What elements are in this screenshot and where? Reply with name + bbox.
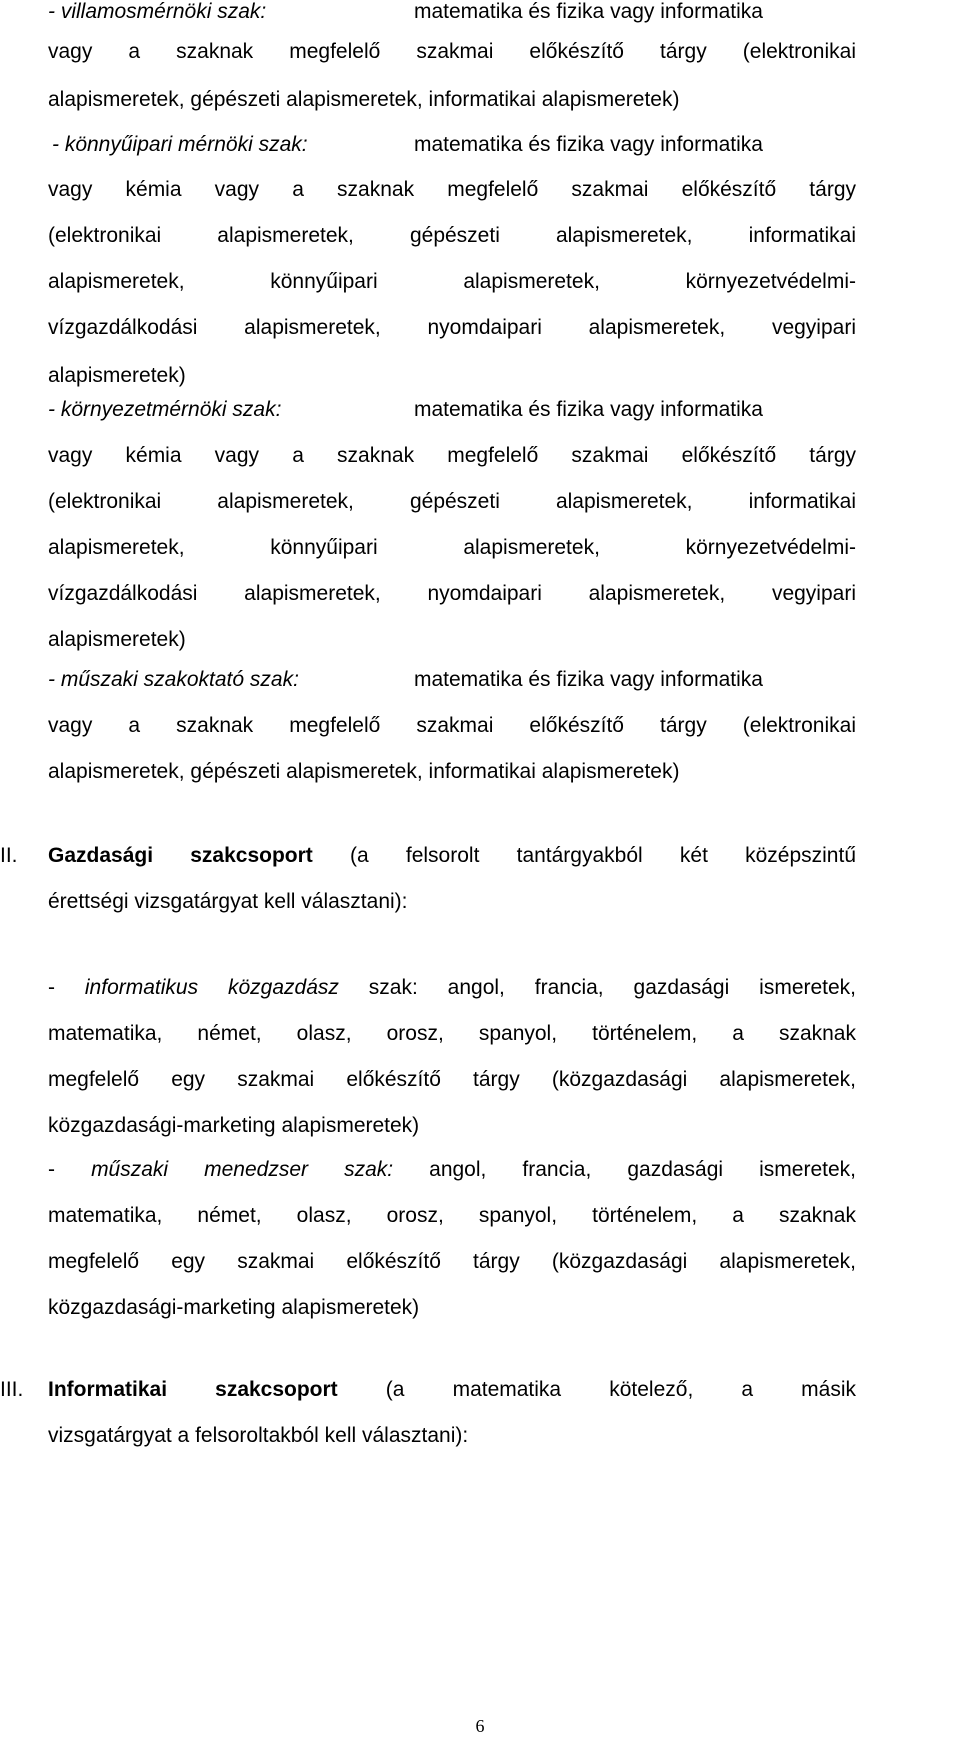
item-line: közgazdasági-marketing alapismeretek)	[48, 1296, 420, 1319]
section-heading-rest: (a matematika kötelező, a másik	[337, 1378, 857, 1401]
item-first-line	[48, 974, 856, 1002]
item-line: alapismeretek)	[48, 364, 186, 387]
section-heading-line	[48, 842, 856, 870]
item-first-line: matematika és fizika vagy informatika	[414, 0, 763, 23]
item-line: (elektronikai alapismeretek, gépészeti alapismeretek, informatikai	[48, 490, 856, 513]
item-first-line: matematika és fizika vagy informatika	[414, 398, 763, 421]
section-numeral: III.	[0, 1378, 24, 1401]
item-line: (elektronikai alapismeretek, gépészeti alapismeretek, informatikai	[48, 224, 856, 247]
item-label: - villamosmérnöki szak:	[48, 0, 267, 23]
item-dash: -	[48, 976, 85, 999]
item-line: alapismeretek, könnyűipari alapismeretek, környezetvédelmi-	[48, 270, 856, 293]
item-line: vagy kémia vagy a szaknak megfelelő szakmai előkészítő tárgy	[48, 444, 856, 467]
item-line: vagy a szaknak megfelelő szakmai előkészítő tárgy (elektronikai	[48, 714, 856, 737]
item-line: vízgazdálkodási alapismeretek, nyomdaipari alapismeretek, vegyipari	[48, 582, 856, 605]
item-line: vízgazdálkodási alapismeretek, nyomdaipari alapismeretek, vegyipari	[48, 316, 856, 339]
item-label: - könnyűipari mérnöki szak:	[52, 133, 308, 156]
item-line: vagy a szaknak megfelelő szakmai előkészítő tárgy (elektronikai	[48, 40, 856, 63]
item-line: alapismeretek, gépészeti alapismeretek, informatikai alapismeretek)	[48, 88, 680, 111]
item-label: - környezetmérnöki szak:	[48, 398, 282, 421]
item-dash: -	[48, 1158, 92, 1181]
section-numeral: II.	[0, 844, 18, 867]
page-number: 6	[475, 1716, 485, 1736]
item-line: alapismeretek, könnyűipari alapismeretek, környezetvédelmi-	[48, 536, 856, 559]
item-line: alapismeretek, gépészeti alapismeretek, informatikai alapismeretek)	[48, 760, 680, 783]
item-line: közgazdasági-marketing alapismeretek)	[48, 1114, 420, 1137]
item-first-line	[48, 1156, 856, 1184]
section-heading-rest: (a felsorolt tantárgyakból két középszintű	[312, 844, 856, 867]
section-heading-line-2: érettségi vizsgatárgyat kell választani):	[48, 890, 408, 913]
section-heading-line	[48, 1376, 856, 1404]
item-first-rest: angol, francia, gazdasági ismeretek,	[393, 1158, 856, 1181]
item-label: műszaki menedzser szak:	[91, 1158, 394, 1181]
section-heading: Informatikai szakcsoport	[48, 1378, 338, 1401]
item-line: matematika, német, olasz, orosz, spanyol, történelem, a szaknak	[48, 1204, 856, 1227]
item-first-rest: szak: angol, francia, gazdasági ismeretek,	[338, 976, 857, 999]
item-first-line: matematika és fizika vagy informatika	[414, 133, 763, 156]
section-heading-line-2: vizsgatárgyat a felsoroltakból kell választani):	[48, 1424, 469, 1447]
item-line: megfelelő egy szakmai előkészítő tárgy (közgazdasági alapismeretek,	[48, 1250, 856, 1273]
item-label: - műszaki szakoktató szak:	[48, 668, 299, 691]
item-line: alapismeretek)	[48, 628, 186, 651]
item-first-line: matematika és fizika vagy informatika	[414, 668, 763, 691]
item-line: matematika, német, olasz, orosz, spanyol, történelem, a szaknak	[48, 1022, 856, 1045]
section-heading: Gazdasági szakcsoport	[48, 844, 313, 867]
item-line: megfelelő egy szakmai előkészítő tárgy (közgazdasági alapismeretek,	[48, 1068, 856, 1091]
item-label: informatikus közgazdász	[84, 976, 339, 999]
item-line: vagy kémia vagy a szaknak megfelelő szakmai előkészítő tárgy	[48, 178, 856, 201]
